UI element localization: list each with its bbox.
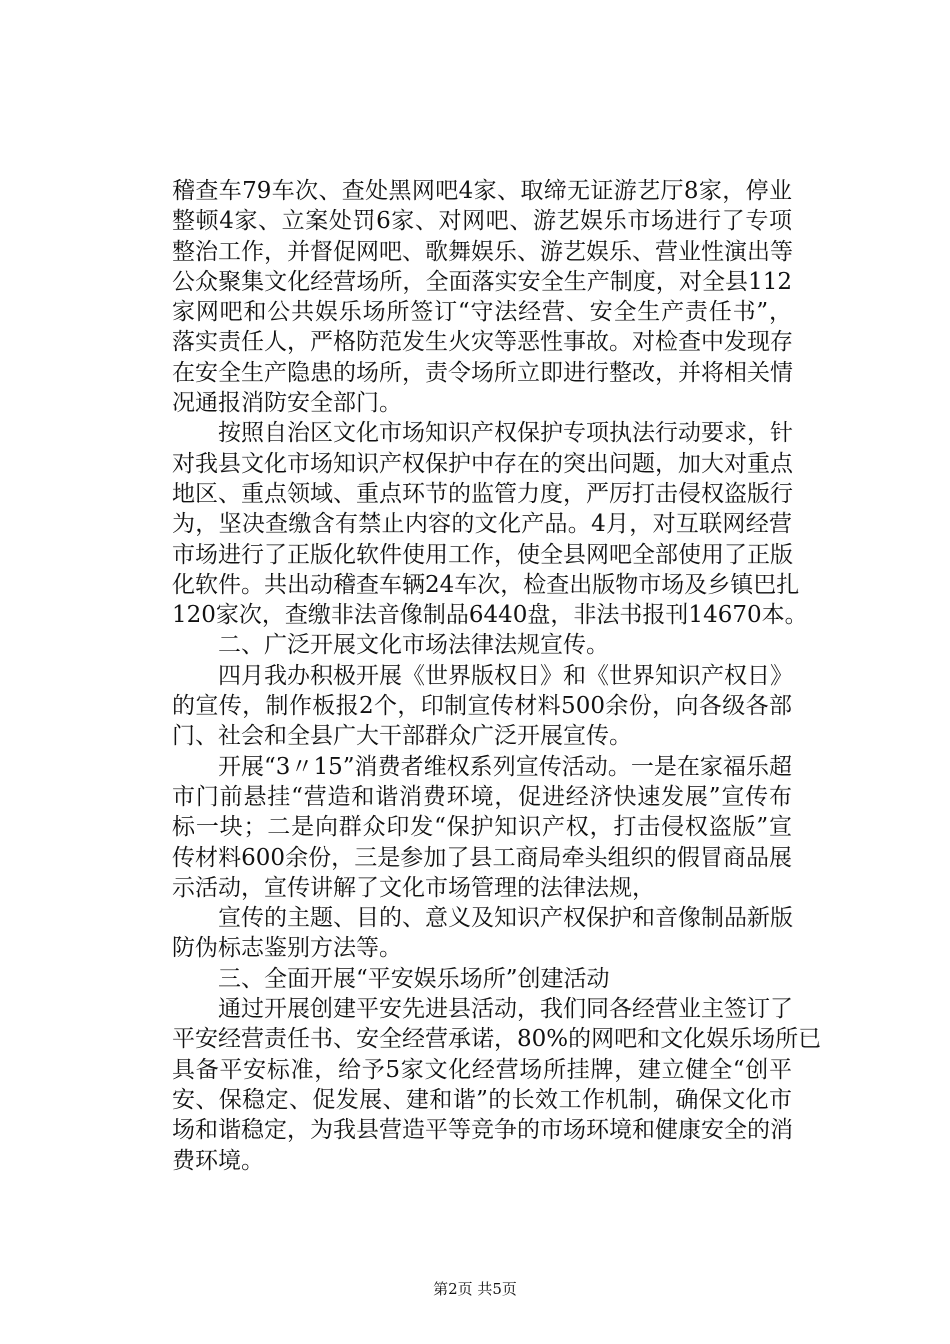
text-line: 开展“3〃15”消费者维权系列宣传活动。一是在家福乐超 xyxy=(218,753,792,780)
text-line: 地区、重点领域、重点环节的监管力度，严厉打击侵权盗版行 xyxy=(172,480,793,507)
text-line: 示活动，宣传讲解了文化市场管理的法律法规， xyxy=(172,874,655,901)
text-line: 对我县文化市场知识产权保护中存在的突出问题，加大对重点 xyxy=(172,450,793,477)
text-line: 公众聚集文化经营场所，全面落实安全生产制度，对全县112 xyxy=(172,268,792,295)
text-line: 传材料600余份，三是参加了县工商局牵头组织的假冒商品展 xyxy=(172,844,792,871)
text-line: 市场进行了正版化软件使用工作，使全县网吧全部使用了正版 xyxy=(172,541,793,568)
text-line: 具备平安标准，给予5家文化经营场所挂牌，建立健全“创平 xyxy=(172,1056,792,1083)
text-line: 门、社会和全县广大干部群众广泛开展宣传。 xyxy=(172,723,632,750)
text-line: 通过开展创建平安先进县活动，我们同各经营业主签订了 xyxy=(218,996,793,1023)
text-line: 按照自治区文化市场知识产权保护专项执法行动要求，针 xyxy=(218,420,793,447)
page-footer: 第2页 共5页 xyxy=(433,1280,517,1298)
text-line: 标一块；二是向群众印发“保护知识产权，打击侵权盗版”宣 xyxy=(172,814,792,841)
text-line: 三、全面开展“平安娱乐场所”创建活动 xyxy=(218,965,610,992)
text-line: 安、保稳定、促发展、建和谐”的长效工作机制，确保文化市 xyxy=(172,1086,792,1113)
text-line: 为，坚决查缴含有禁止内容的文化产品。4月，对互联网经营 xyxy=(172,511,792,538)
text-line: 况通报消防安全部门。 xyxy=(172,390,402,417)
text-line: 防伪标志鉴别方法等。 xyxy=(172,935,402,962)
text-line: 市门前悬挂“营造和谐消费环境，促进经济快速发展”宣传布 xyxy=(172,783,792,810)
text-line: 的宣传，制作板报2个，印制宣传材料500余份，向各级各部 xyxy=(172,693,792,720)
document-body xyxy=(172,176,822,1176)
text-line: 在安全生产隐患的场所，责令场所立即进行整改，并将相关情 xyxy=(172,359,793,386)
text-line: 120家次，查缴非法音像制品6440盘，非法书报刊14670本。 xyxy=(172,602,808,629)
text-line: 二、广泛开展文化市场法律法规宣传。 xyxy=(218,632,609,659)
text-line: 整顿4家、立案处罚6家、对网吧、游艺娱乐市场进行了专项 xyxy=(172,208,792,235)
text-line: 化软件。共出动稽查车辆24车次，检查出版物市场及乡镇巴扎 xyxy=(172,571,800,598)
text-line: 费环境。 xyxy=(172,1147,264,1174)
text-line: 整治工作，并督促网吧、歌舞娱乐、游艺娱乐、营业性演出等 xyxy=(172,238,793,265)
text-line: 平安经营责任书、安全经营承诺，80%的网吧和文化娱乐场所已 xyxy=(172,1026,822,1053)
text-line: 宣传的主题、目的、意义及知识产权保护和音像制品新版 xyxy=(218,905,793,932)
text-line: 场和谐稳定，为我县营造平等竞争的市场环境和健康安全的消 xyxy=(172,1117,793,1144)
text-line: 家网吧和公共娱乐场所签订“守法经营、安全生产责任书”， xyxy=(172,299,792,326)
text-line: 稽查车79车次、查处黑网吧4家、取缔无证游艺厅8家，停业 xyxy=(172,178,792,204)
text-line: 落实责任人，严格防范发生火灾等恶性事故。对检查中发现存 xyxy=(172,329,793,356)
text-line: 四月我办积极开展《世界版权日》和《世界知识产权日》 xyxy=(218,662,793,689)
